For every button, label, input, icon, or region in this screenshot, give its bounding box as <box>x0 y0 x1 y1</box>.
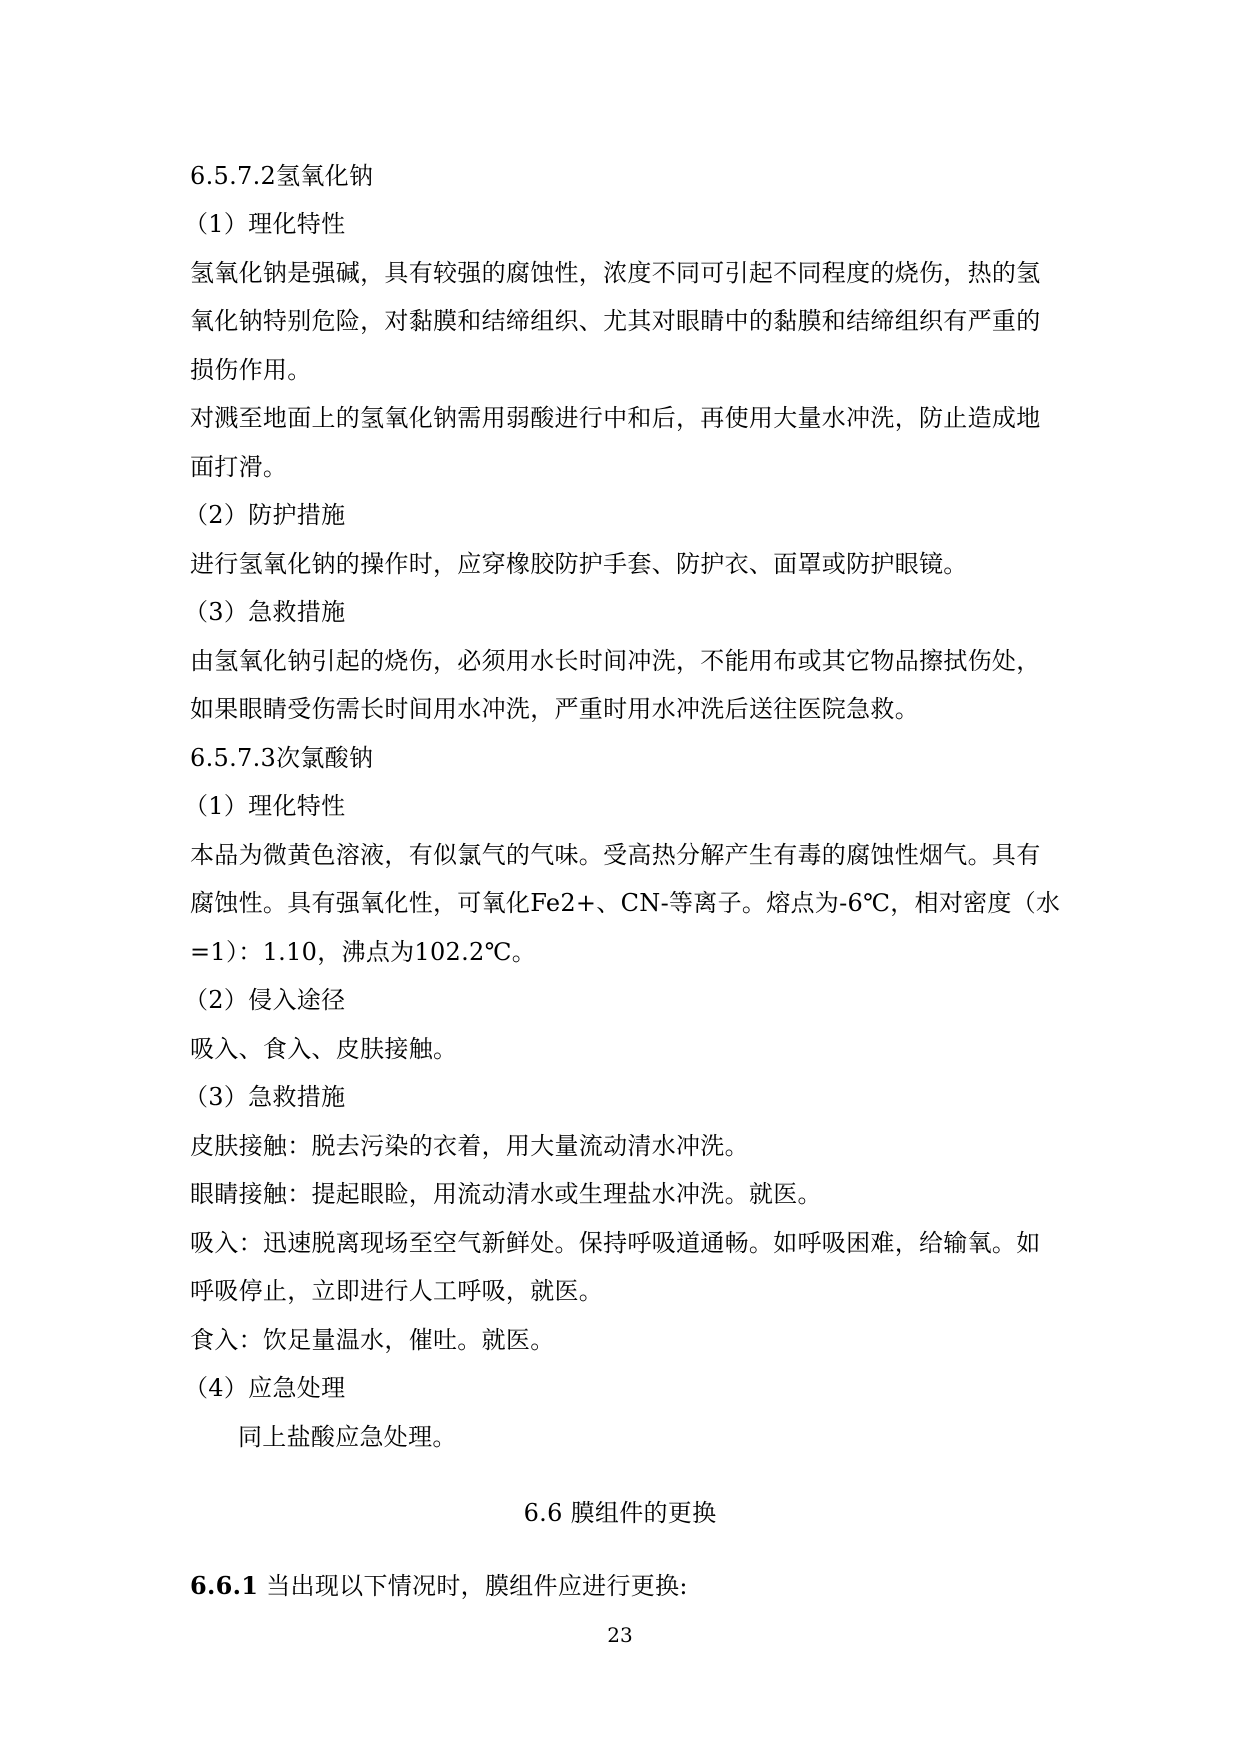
paragraph-line: 吸入：迅速脱离现场至空气新鲜处。保持呼吸道通畅。如呼吸困难，给输氧。如 <box>190 1229 1041 1257</box>
paragraph-line: 对溅至地面上的氢氧化钠需用弱酸进行中和后，再使用大量水冲洗，防止造成地 <box>190 404 1041 432</box>
heading-6-5-7-3: 6.5.7.3次氯酸钠 <box>190 744 374 772</box>
paragraph-line: 眼睛接触：提起眼睑，用流动清水或生理盐水冲洗。就医。 <box>190 1180 822 1208</box>
paragraph-line: 本品为微黄色溶液，有似氯气的气味。受高热分解产生有毒的腐蚀性烟气。具有 <box>190 841 1041 869</box>
heading-6-5-7-2: 6.5.7.2氢氧化钠 <box>190 162 374 190</box>
clause-6-6-1 <box>190 1570 1060 1602</box>
paragraph-line: 吸入、食入、皮肤接触。 <box>190 1035 458 1063</box>
section-title: 6.6 膜组件的更换 <box>523 1499 717 1527</box>
subheading-first-aid: （3）急救措施 <box>184 1083 346 1111</box>
subheading-emergency: （4）应急处理 <box>184 1374 346 1402</box>
subheading-protection: （2）防护措施 <box>184 501 346 529</box>
paragraph-line: 同上盐酸应急处理。 <box>238 1423 457 1451</box>
page-number: 23 <box>607 1623 633 1647</box>
subheading-first-aid: （3）急救措施 <box>184 598 346 626</box>
paragraph-line: 呼吸停止，立即进行人工呼吸，就医。 <box>190 1277 604 1305</box>
subheading-physchem: （1）理化特性 <box>184 210 346 238</box>
subheading-physchem: （1）理化特性 <box>184 792 346 820</box>
clause-text: 当出现以下情况时，膜组件应进行更换: <box>258 1572 688 1600</box>
clause-number: 6.6.1 <box>190 1571 259 1600</box>
paragraph-line: 面打滑。 <box>190 453 288 481</box>
paragraph-line: 腐蚀性。具有强氧化性，可氧化Fe2+、CN-等离子。熔点为-6℃，相对密度（水 <box>190 889 1061 917</box>
paragraph-line: 食入：饮足量温水，催吐。就医。 <box>190 1326 555 1354</box>
paragraph-line: 皮肤接触：脱去污染的衣着，用大量流动清水冲洗。 <box>190 1132 749 1160</box>
paragraph-line: 由氢氧化钠引起的烧伤，必须用水长时间冲洗，不能用布或其它物品擦拭伤处， <box>190 647 1041 675</box>
paragraph-line: =1）：1.10，沸点为102.2℃。 <box>190 938 537 966</box>
paragraph-line: 如果眼睛受伤需长时间用水冲洗，严重时用水冲洗后送往医院急救。 <box>190 695 919 723</box>
paragraph-line: 进行氢氧化钠的操作时，应穿橡胶防护手套、防护衣、面罩或防护眼镜。 <box>190 550 968 578</box>
paragraph-line: 氧化钠特别危险，对黏膜和结缔组织、尤其对眼睛中的黏膜和结缔组织有严重的 <box>190 307 1041 335</box>
paragraph-line: 氢氧化钠是强碱，具有较强的腐蚀性，浓度不同可引起不同程度的烧伤，热的氢 <box>190 259 1041 287</box>
subheading-exposure-route: （2）侵入途径 <box>184 986 346 1014</box>
paragraph-line: 损伤作用。 <box>190 356 312 384</box>
